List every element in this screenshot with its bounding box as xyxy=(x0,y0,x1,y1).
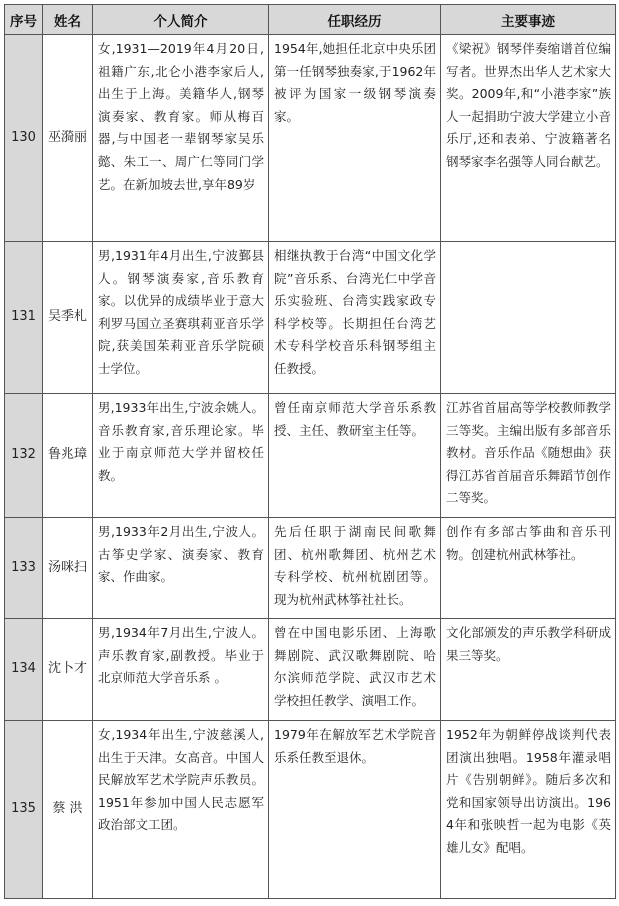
row-number: 130 xyxy=(5,35,43,242)
row-profile: 男,1931年4月出生,宁波鄞县人。钢琴演奏家,音乐教育家。以优异的成绩毕业于意大利罗马国立圣赛琪莉亚音乐学院,获美国茱莉亚音乐学院硕士学位。 xyxy=(93,242,269,394)
musician-table xyxy=(4,4,616,899)
table-wrapper xyxy=(4,4,615,899)
row-career: 相继执教于台湾“中国文化学院”音乐系、台湾光仁中学音乐实验班、台湾实践家政专科学校等。长期担任台湾艺术专科学校音乐科钢琴组主任教授。 xyxy=(269,242,441,394)
header-career: 任职经历 xyxy=(269,5,441,35)
row-number: 134 xyxy=(5,619,43,721)
row-name: 蔡 洪 xyxy=(43,721,93,899)
row-deeds: 《梁祝》钢琴伴奏缩谱首位编写者。世界杰出华人艺术家大奖。2009年,和“小港李家”族人一起捐助宁波大学建立小音乐厅,还和表弟、宁波籍著名钢琴家李名强等人同台献艺。 xyxy=(441,35,616,242)
row-profile: 女,1934年出生,宁波慈溪人,出生于天津。女高音。中国人民解放军艺术学院声乐教员。1951年参加中国人民志愿军政治部文工团。 xyxy=(93,721,269,899)
row-deeds: 创作有多部古筝曲和音乐刊物。创建杭州武林筝社。 xyxy=(441,518,616,619)
table-row xyxy=(5,35,616,242)
header-deeds: 主要事迹 xyxy=(441,5,616,35)
row-number: 135 xyxy=(5,721,43,899)
row-profile: 男,1933年出生,宁波余姚人。音乐教育家,音乐理论家。毕业于南京师范大学并留校任教。 xyxy=(93,394,269,518)
table-row xyxy=(5,394,616,518)
row-deeds: 1952年为朝鲜停战谈判代表团演出独唱。1958年灌录唱片《告别朝鲜》。随后多次和党和国家领导出访演出。1964年和张映哲一起为电影《英雄儿女》配唱。 xyxy=(441,721,616,899)
row-name: 鲁兆璋 xyxy=(43,394,93,518)
row-number: 131 xyxy=(5,242,43,394)
row-career: 曾任南京师范大学音乐系教授、主任、教研室主任等。 xyxy=(269,394,441,518)
row-number: 133 xyxy=(5,518,43,619)
row-career: 1979年在解放军艺术学院音乐系任教至退休。 xyxy=(269,721,441,899)
row-career: 先后任职于湖南民间歌舞团、杭州歌舞团、杭州艺术专科学校、杭州杭剧团等。现为杭州武林筝社社长。 xyxy=(269,518,441,619)
row-deeds: 江苏省首届高等学校教师教学三等奖。主编出版有多部音乐教材。音乐作品《随想曲》获得江苏省首届音乐舞蹈节创作二等奖。 xyxy=(441,394,616,518)
table-row xyxy=(5,242,616,394)
table-header-row xyxy=(5,5,616,35)
row-career: 1954年,她担任北京中央乐团第一任钢琴独奏家,于1962年被评为国家一级钢琴演奏家。 xyxy=(269,35,441,242)
row-profile: 女,1931—2019年4月20日,祖籍广东,北仑小港李家后人,出生于上海。美籍华人,钢琴演奏家、教育家。师从梅百器,与中国老一辈钢琴家吴乐懿、朱工一、周广仁等同门学艺。在新加坡去世,享年89岁 xyxy=(93,35,269,242)
header-name: 姓名 xyxy=(43,5,93,35)
row-name: 汤咪扫 xyxy=(43,518,93,619)
header-profile: 个人简介 xyxy=(93,5,269,35)
row-profile: 男,1934年7月出生,宁波人。声乐教育家,副教授。毕业于北京师范大学音乐系 。 xyxy=(93,619,269,721)
row-name: 巫漪丽 xyxy=(43,35,93,242)
row-career: 曾在中国电影乐团、上海歌舞剧院、武汉歌舞剧院、哈尔滨师范学院、武汉市艺术学校担任教学、演唱工作。 xyxy=(269,619,441,721)
row-name: 吴季札 xyxy=(43,242,93,394)
row-number: 132 xyxy=(5,394,43,518)
row-name: 沈卜才 xyxy=(43,619,93,721)
table-row xyxy=(5,518,616,619)
header-number: 序号 xyxy=(5,5,43,35)
table-row xyxy=(5,721,616,899)
row-deeds: 文化部颁发的声乐教学科研成果三等奖。 xyxy=(441,619,616,721)
table-row xyxy=(5,619,616,721)
row-deeds xyxy=(441,242,616,394)
row-profile: 男,1933年2月出生,宁波人。古筝史学家、演奏家、教育家、作曲家。 xyxy=(93,518,269,619)
